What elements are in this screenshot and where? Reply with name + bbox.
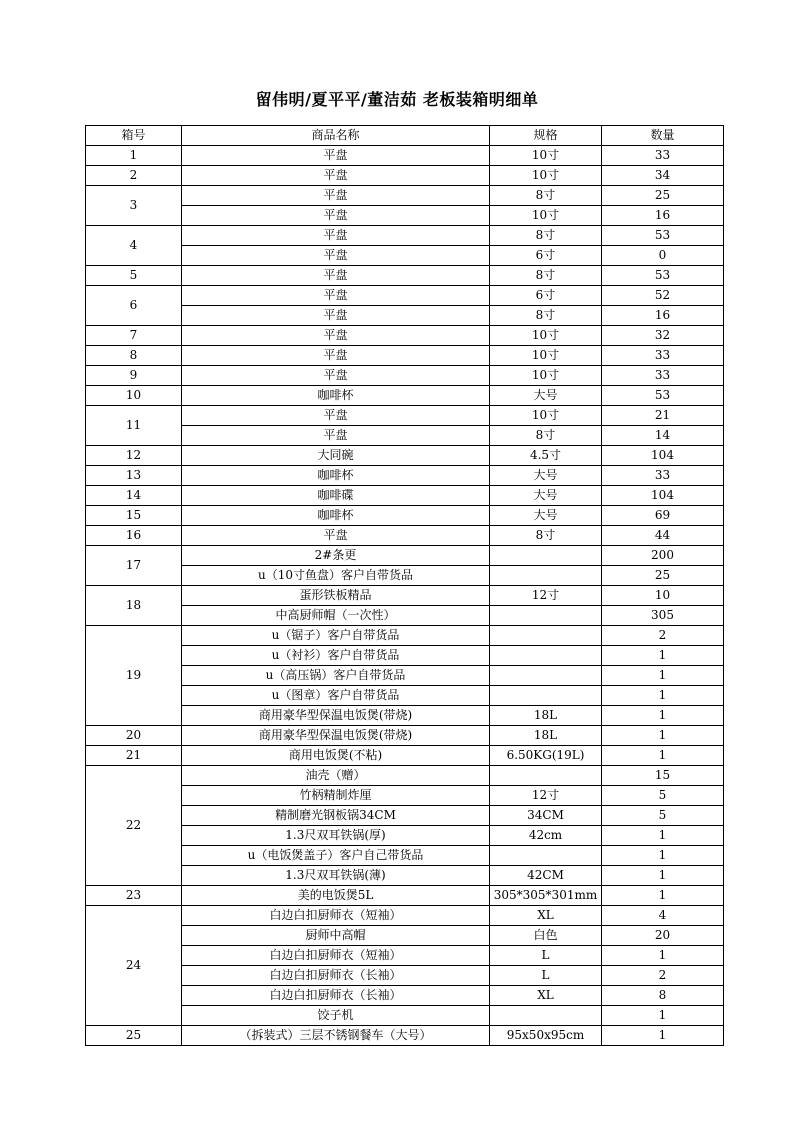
spec-cell: 6.50KG(19L) xyxy=(490,746,602,766)
table-row xyxy=(86,286,724,306)
box-number-cell: 8 xyxy=(86,346,182,366)
quantity-cell: 1 xyxy=(602,706,724,726)
table-row xyxy=(86,506,724,526)
quantity-cell: 104 xyxy=(602,486,724,506)
spec-cell: 4.5寸 xyxy=(490,446,602,466)
product-name-cell: 平盘 xyxy=(182,406,490,426)
quantity-cell: 1 xyxy=(602,666,724,686)
product-name-cell: 平盘 xyxy=(182,186,490,206)
spec-cell: 8寸 xyxy=(490,226,602,246)
table-row xyxy=(86,606,724,626)
table-row xyxy=(86,906,724,926)
table-row xyxy=(86,206,724,226)
product-name-cell: 平盘 xyxy=(182,266,490,286)
spec-cell xyxy=(490,546,602,566)
product-name-cell: 饺子机 xyxy=(182,1006,490,1026)
spec-cell: 10寸 xyxy=(490,146,602,166)
spec-cell: 8寸 xyxy=(490,426,602,446)
product-name-cell: 油壳（赠） xyxy=(182,766,490,786)
table-row xyxy=(86,946,724,966)
box-number-cell: 15 xyxy=(86,506,182,526)
spec-cell: 10寸 xyxy=(490,206,602,226)
table-row xyxy=(86,326,724,346)
quantity-cell: 1 xyxy=(602,946,724,966)
product-name-cell: 1.3尺双耳铁锅(薄) xyxy=(182,866,490,886)
quantity-cell: 16 xyxy=(602,206,724,226)
table-row xyxy=(86,566,724,586)
product-name-cell: 白边白扣厨师衣（长袖） xyxy=(182,966,490,986)
box-number-cell: 10 xyxy=(86,386,182,406)
box-number-cell: 11 xyxy=(86,406,182,446)
packing-list-table xyxy=(85,125,724,1046)
product-name-cell: 平盘 xyxy=(182,326,490,346)
spec-cell: L xyxy=(490,946,602,966)
box-number-cell: 25 xyxy=(86,1026,182,1046)
spec-cell: 6寸 xyxy=(490,246,602,266)
quantity-cell: 1 xyxy=(602,886,724,906)
spec-cell xyxy=(490,606,602,626)
quantity-cell: 200 xyxy=(602,546,724,566)
product-name-cell: 咖啡杯 xyxy=(182,466,490,486)
table-row xyxy=(86,446,724,466)
product-name-cell: u（电饭煲盖子）客户自己带货品 xyxy=(182,846,490,866)
spec-cell: 白色 xyxy=(490,926,602,946)
quantity-cell: 53 xyxy=(602,386,724,406)
quantity-cell: 32 xyxy=(602,326,724,346)
quantity-cell: 1 xyxy=(602,686,724,706)
quantity-cell: 14 xyxy=(602,426,724,446)
spec-cell xyxy=(490,846,602,866)
table-row xyxy=(86,486,724,506)
quantity-cell: 5 xyxy=(602,806,724,826)
spec-cell xyxy=(490,686,602,706)
product-name-cell: 精制磨光钢板锅34CM xyxy=(182,806,490,826)
product-name-cell: u（图章）客户自带货品 xyxy=(182,686,490,706)
table-row xyxy=(86,826,724,846)
quantity-cell: 104 xyxy=(602,446,724,466)
product-name-cell: u（10寸鱼盘）客户自带货品 xyxy=(182,566,490,586)
spec-cell: 95x50x95cm xyxy=(490,1026,602,1046)
product-name-cell: 中高厨师帽（一次性） xyxy=(182,606,490,626)
table-row xyxy=(86,786,724,806)
spec-cell: 18L xyxy=(490,726,602,746)
quantity-cell: 20 xyxy=(602,926,724,946)
table-row xyxy=(86,586,724,606)
quantity-cell: 2 xyxy=(602,626,724,646)
box-number-cell: 14 xyxy=(86,486,182,506)
product-name-cell: 平盘 xyxy=(182,206,490,226)
table-row xyxy=(86,806,724,826)
quantity-cell: 1 xyxy=(602,1006,724,1026)
box-number-cell: 2 xyxy=(86,166,182,186)
product-name-cell: 白边白扣厨师衣（短袖） xyxy=(182,946,490,966)
quantity-cell: 25 xyxy=(602,566,724,586)
quantity-cell: 44 xyxy=(602,526,724,546)
quantity-cell: 53 xyxy=(602,226,724,246)
product-name-cell: 平盘 xyxy=(182,526,490,546)
quantity-cell: 33 xyxy=(602,146,724,166)
product-name-cell: 美的电饭煲5L xyxy=(182,886,490,906)
table-row xyxy=(86,466,724,486)
table-row xyxy=(86,626,724,646)
table-row xyxy=(86,726,724,746)
quantity-cell: 69 xyxy=(602,506,724,526)
quantity-cell: 34 xyxy=(602,166,724,186)
table-row xyxy=(86,746,724,766)
header-box-no: 箱号 xyxy=(86,126,182,146)
product-name-cell: 咖啡杯 xyxy=(182,506,490,526)
table-row xyxy=(86,666,724,686)
table-row xyxy=(86,406,724,426)
table-row xyxy=(86,226,724,246)
spec-cell: 8寸 xyxy=(490,526,602,546)
box-number-cell: 16 xyxy=(86,526,182,546)
spec-cell: 10寸 xyxy=(490,326,602,346)
spec-cell: 大号 xyxy=(490,466,602,486)
box-number-cell: 1 xyxy=(86,146,182,166)
product-name-cell: 平盘 xyxy=(182,346,490,366)
product-name-cell: 咖啡碟 xyxy=(182,486,490,506)
spec-cell: 6寸 xyxy=(490,286,602,306)
box-number-cell: 20 xyxy=(86,726,182,746)
quantity-cell: 0 xyxy=(602,246,724,266)
quantity-cell: 1 xyxy=(602,1026,724,1046)
product-name-cell: 平盘 xyxy=(182,226,490,246)
spec-cell: 大号 xyxy=(490,386,602,406)
spec-cell: XL xyxy=(490,906,602,926)
spec-cell: 8寸 xyxy=(490,266,602,286)
product-name-cell: 白边白扣厨师衣（长袖） xyxy=(182,986,490,1006)
box-number-cell: 22 xyxy=(86,766,182,886)
quantity-cell: 52 xyxy=(602,286,724,306)
spec-cell xyxy=(490,566,602,586)
product-name-cell: u（衬衫）客户自带货品 xyxy=(182,646,490,666)
table-row xyxy=(86,886,724,906)
page-title: 留伟明/夏平平/董洁茹 老板装箱明细单 xyxy=(255,90,539,109)
table-row xyxy=(86,706,724,726)
table-row xyxy=(86,186,724,206)
quantity-cell: 305 xyxy=(602,606,724,626)
table-row xyxy=(86,926,724,946)
table-row xyxy=(86,146,724,166)
table-row xyxy=(86,306,724,326)
quantity-cell: 4 xyxy=(602,906,724,926)
product-name-cell: u（锯子）客户自带货品 xyxy=(182,626,490,646)
spec-cell: 305*305*301mm xyxy=(490,886,602,906)
product-name-cell: 2#条更 xyxy=(182,546,490,566)
box-number-cell: 6 xyxy=(86,286,182,326)
table-row xyxy=(86,646,724,666)
product-name-cell: 平盘 xyxy=(182,306,490,326)
quantity-cell: 33 xyxy=(602,366,724,386)
spec-cell: 10寸 xyxy=(490,406,602,426)
table-row xyxy=(86,246,724,266)
spec-cell: 10寸 xyxy=(490,346,602,366)
table-row xyxy=(86,766,724,786)
table-row xyxy=(86,1006,724,1026)
spec-cell xyxy=(490,766,602,786)
header-row xyxy=(86,126,724,146)
spec-cell: XL xyxy=(490,986,602,1006)
table-row xyxy=(86,846,724,866)
spec-cell: 18L xyxy=(490,706,602,726)
table-row xyxy=(86,346,724,366)
spec-cell: 大号 xyxy=(490,486,602,506)
table-row xyxy=(86,686,724,706)
table-row xyxy=(86,966,724,986)
header-spec: 规格 xyxy=(490,126,602,146)
box-number-cell: 17 xyxy=(86,546,182,586)
quantity-cell: 53 xyxy=(602,266,724,286)
spec-cell xyxy=(490,646,602,666)
quantity-cell: 33 xyxy=(602,466,724,486)
table-row xyxy=(86,386,724,406)
spec-cell: 10寸 xyxy=(490,166,602,186)
table-row xyxy=(86,426,724,446)
box-number-cell: 13 xyxy=(86,466,182,486)
product-name-cell: 大同碗 xyxy=(182,446,490,466)
table-row xyxy=(86,366,724,386)
spec-cell: 8寸 xyxy=(490,186,602,206)
box-number-cell: 23 xyxy=(86,886,182,906)
box-number-cell: 3 xyxy=(86,186,182,226)
spec-cell: 12寸 xyxy=(490,586,602,606)
box-number-cell: 4 xyxy=(86,226,182,266)
product-name-cell: 竹柄精制炸厘 xyxy=(182,786,490,806)
product-name-cell: 1.3尺双耳铁锅(厚) xyxy=(182,826,490,846)
spec-cell xyxy=(490,1006,602,1026)
quantity-cell: 1 xyxy=(602,746,724,766)
table-row xyxy=(86,266,724,286)
table-row xyxy=(86,986,724,1006)
product-name-cell: 平盘 xyxy=(182,366,490,386)
product-name-cell: 平盘 xyxy=(182,166,490,186)
product-name-cell: 商用豪华型保温电饭煲(带烧) xyxy=(182,706,490,726)
quantity-cell: 8 xyxy=(602,986,724,1006)
spec-cell: 42CM xyxy=(490,866,602,886)
spec-cell: 大号 xyxy=(490,506,602,526)
box-number-cell: 18 xyxy=(86,586,182,626)
box-number-cell: 19 xyxy=(86,626,182,726)
spec-cell: 42cm xyxy=(490,826,602,846)
quantity-cell: 5 xyxy=(602,786,724,806)
product-name-cell: 商用豪华型保温电饭煲(带烧) xyxy=(182,726,490,746)
box-number-cell: 5 xyxy=(86,266,182,286)
table-body xyxy=(86,146,724,1046)
header-product-name: 商品名称 xyxy=(182,126,490,146)
box-number-cell: 21 xyxy=(86,746,182,766)
quantity-cell: 1 xyxy=(602,646,724,666)
quantity-cell: 1 xyxy=(602,866,724,886)
product-name-cell: （拆装式）三层不锈钢餐车（大号） xyxy=(182,1026,490,1046)
product-name-cell: 商用电饭煲(不粘) xyxy=(182,746,490,766)
table-row xyxy=(86,166,724,186)
product-name-cell: 平盘 xyxy=(182,286,490,306)
box-number-cell: 9 xyxy=(86,366,182,386)
quantity-cell: 1 xyxy=(602,846,724,866)
quantity-cell: 10 xyxy=(602,586,724,606)
product-name-cell: 平盘 xyxy=(182,146,490,166)
box-number-cell: 7 xyxy=(86,326,182,346)
box-number-cell: 24 xyxy=(86,906,182,1026)
table-row xyxy=(86,1026,724,1046)
table-row xyxy=(86,546,724,566)
spec-cell: L xyxy=(490,966,602,986)
spec-cell: 12寸 xyxy=(490,786,602,806)
header-quantity: 数量 xyxy=(602,126,724,146)
quantity-cell: 16 xyxy=(602,306,724,326)
quantity-cell: 2 xyxy=(602,966,724,986)
spec-cell xyxy=(490,626,602,646)
spec-cell: 34CM xyxy=(490,806,602,826)
product-name-cell: 咖啡杯 xyxy=(182,386,490,406)
quantity-cell: 21 xyxy=(602,406,724,426)
quantity-cell: 1 xyxy=(602,726,724,746)
table-row xyxy=(86,526,724,546)
spec-cell xyxy=(490,666,602,686)
product-name-cell: 白边白扣厨师衣（短袖） xyxy=(182,906,490,926)
box-number-cell: 12 xyxy=(86,446,182,466)
product-name-cell: 蛋形铁板精品 xyxy=(182,586,490,606)
quantity-cell: 15 xyxy=(602,766,724,786)
quantity-cell: 1 xyxy=(602,826,724,846)
product-name-cell: 平盘 xyxy=(182,246,490,266)
spec-cell: 8寸 xyxy=(490,306,602,326)
table-row xyxy=(86,866,724,886)
quantity-cell: 25 xyxy=(602,186,724,206)
product-name-cell: 平盘 xyxy=(182,426,490,446)
spec-cell: 10寸 xyxy=(490,366,602,386)
product-name-cell: u（高压锅）客户自带货品 xyxy=(182,666,490,686)
product-name-cell: 厨师中高帽 xyxy=(182,926,490,946)
quantity-cell: 33 xyxy=(602,346,724,366)
